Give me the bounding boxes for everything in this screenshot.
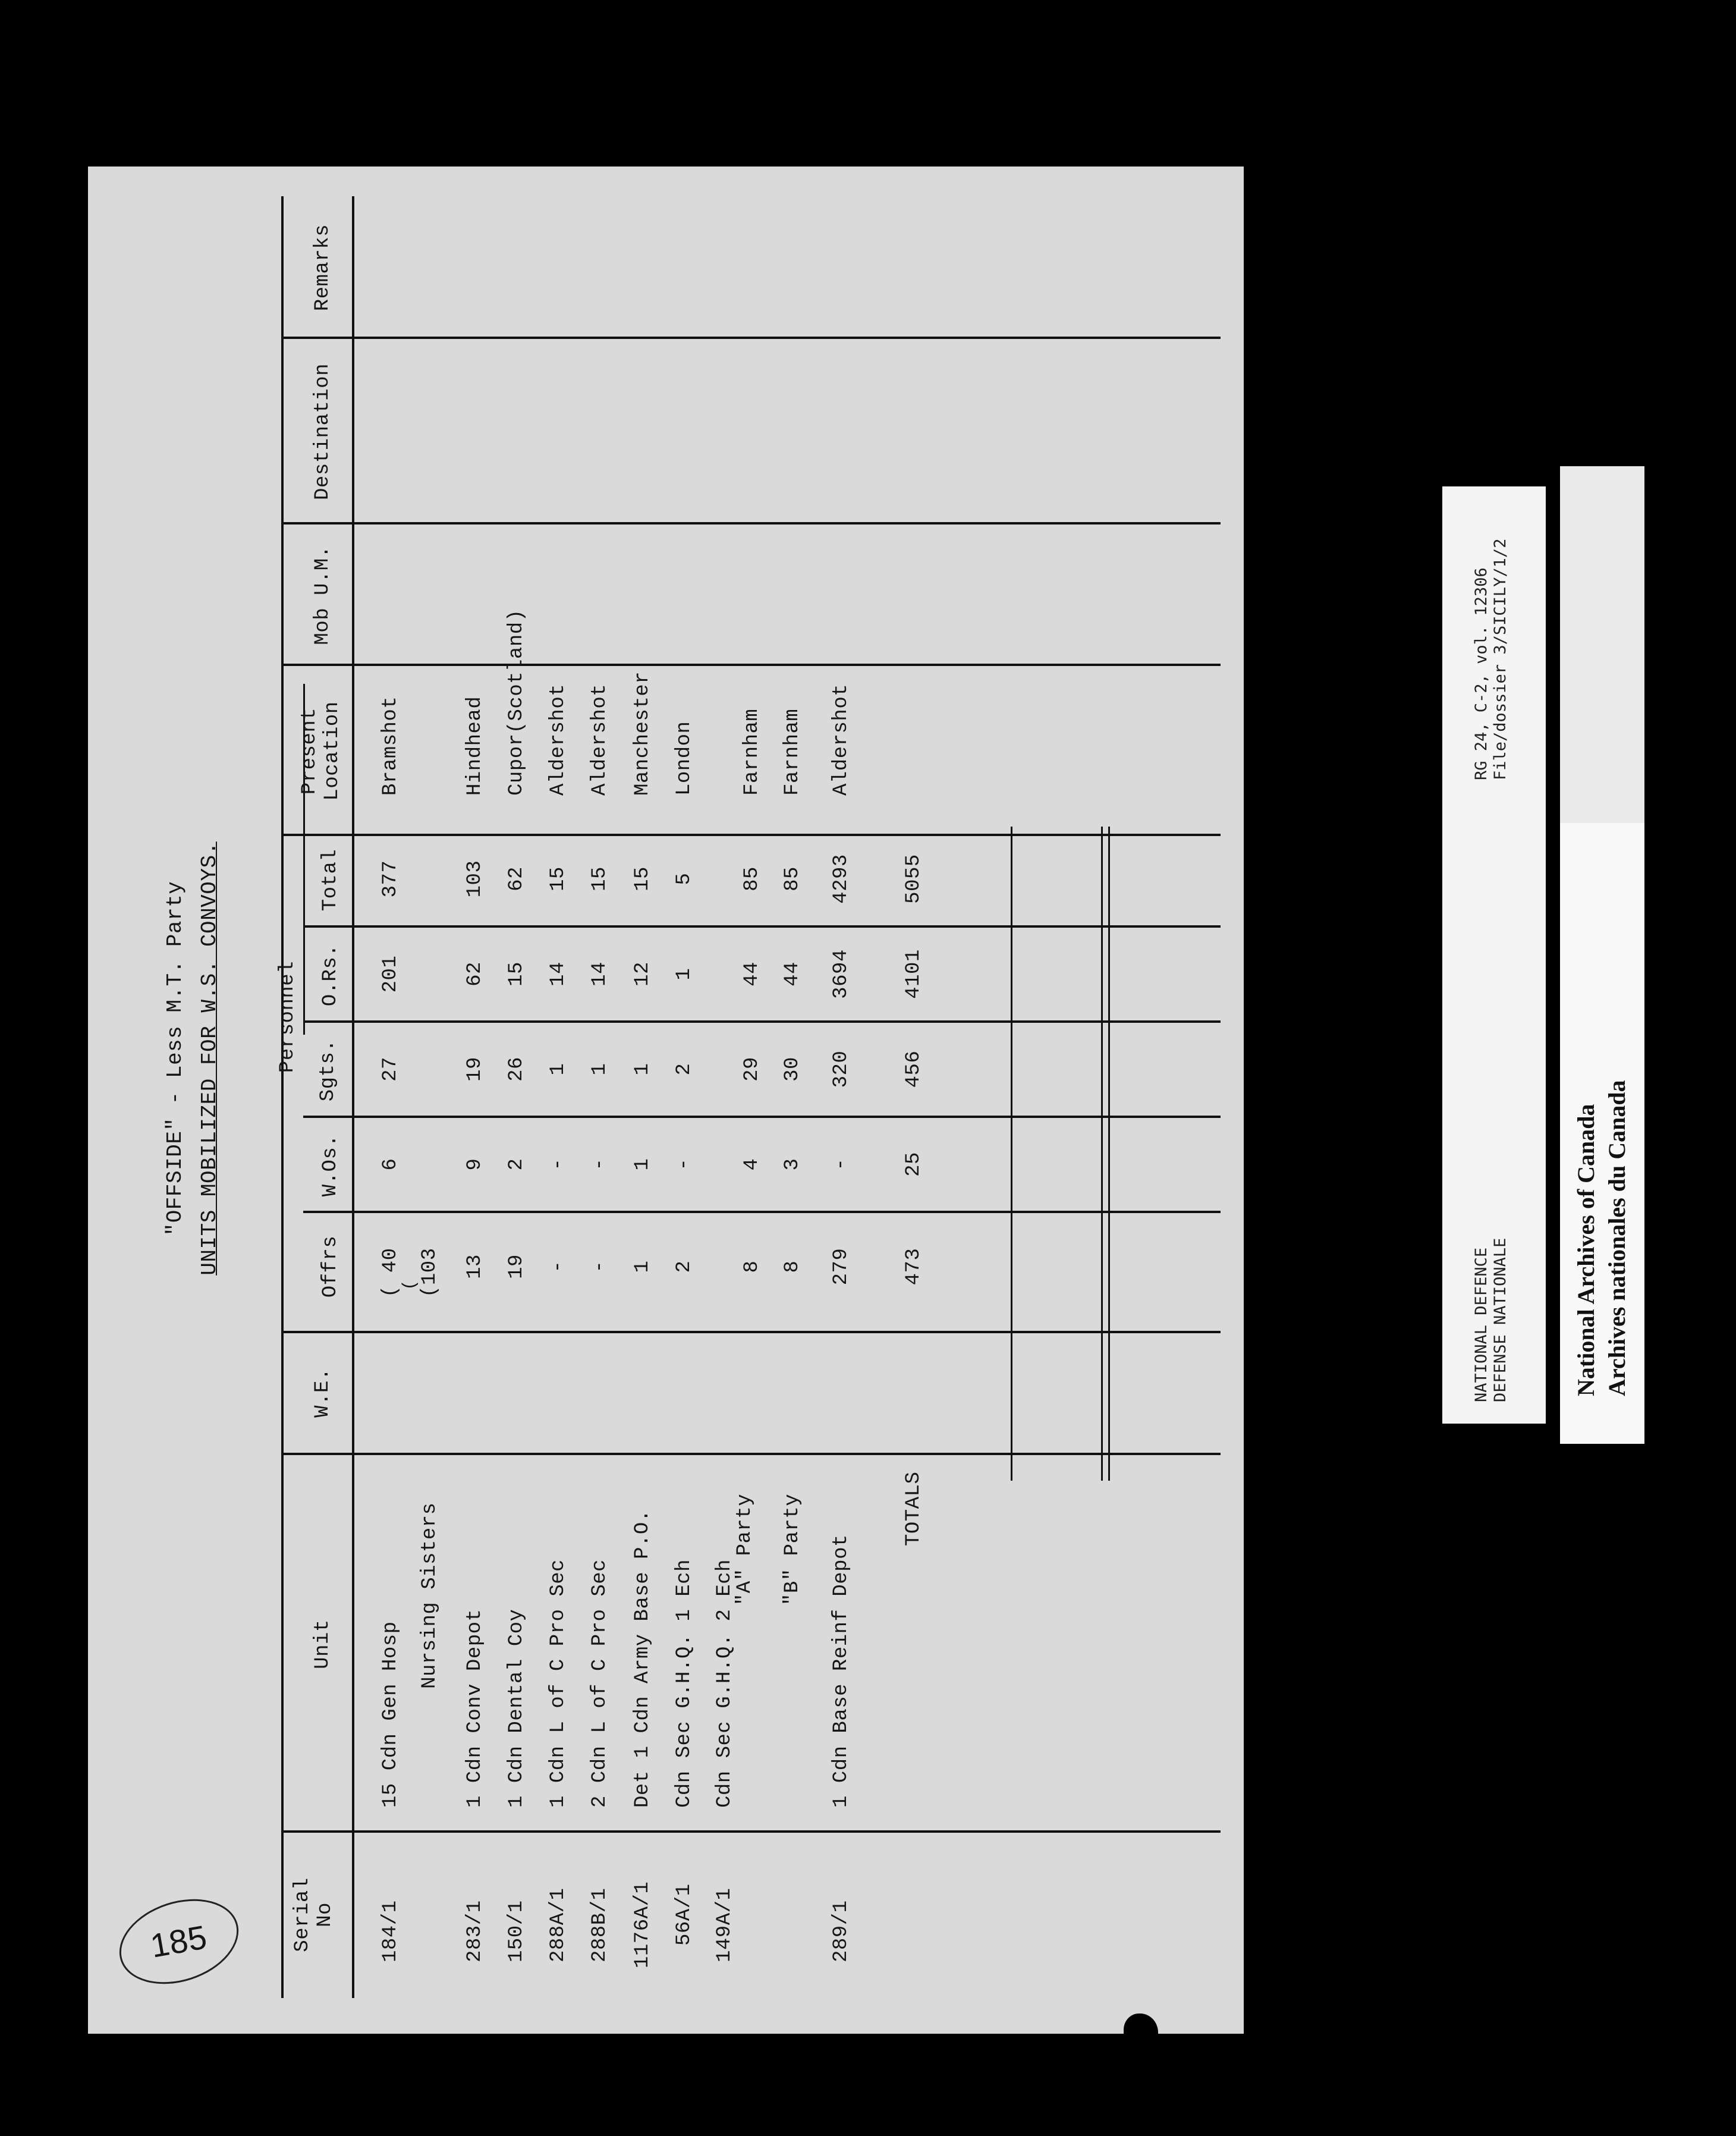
header-wos: W.Os.: [319, 1134, 342, 1197]
row-offrs: (103: [419, 1248, 441, 1298]
row-ors: 1: [673, 968, 696, 981]
row-ors: 62: [464, 962, 486, 987]
row-unit: 1 Cdn Base Reinf Depot: [830, 1534, 853, 1808]
row-location: London: [673, 721, 696, 796]
dept-en: NATIONAL DEFENCE: [1472, 1247, 1490, 1402]
row-sgts: 1: [547, 1063, 570, 1076]
document-subtitle: UNITS MOBILIZED FOR W.S. CONVOYS.: [197, 841, 222, 1276]
header-location-line1: Present: [298, 707, 321, 795]
row-offrs: 13: [464, 1254, 486, 1279]
header-serial-line1: Serial: [291, 1877, 314, 1952]
col-divider-offrs: [303, 1211, 1221, 1213]
row-ors: 44: [781, 962, 804, 987]
row-offrs: 19: [505, 1254, 528, 1279]
row-ors: 15: [505, 962, 528, 987]
header-location-line2: Location: [321, 701, 344, 801]
row-sgts: 320: [830, 1050, 853, 1088]
row-unit: "B" Party: [781, 1493, 804, 1606]
header-serial: [291, 1877, 336, 1952]
row-sgts: 30: [781, 1057, 804, 1082]
header-we: W.E.: [312, 1368, 334, 1418]
row-location: Manchester: [631, 671, 654, 796]
row-unit: "A" Party: [734, 1493, 756, 1606]
reference-label-content: [1442, 486, 1546, 1424]
row-serial: 184/1: [379, 1900, 402, 1962]
row-serial: 149A/1: [713, 1887, 736, 1962]
col-divider-wos: [303, 1116, 1221, 1118]
ref-line2: File/dossier 3/SICILY/1/2: [1491, 538, 1509, 780]
row-total: 85: [741, 866, 763, 891]
row-offrs: 8: [781, 1260, 804, 1273]
total-double-rule-2: [1108, 827, 1110, 1481]
ref-line1: RG 24, C-2, vol. 12306: [1472, 567, 1490, 780]
row-unit: Cdn Sec G.H.Q. 1 Ech: [673, 1559, 696, 1808]
row-sgts: 26: [505, 1057, 528, 1082]
row-serial: 288B/1: [589, 1887, 611, 1962]
row-unit: Det 1 Cdn Army Base P.O.: [631, 1509, 654, 1808]
col-divider-unit: [281, 1453, 1221, 1455]
archive-fr: Archives nationales du Canada: [1603, 1080, 1630, 1396]
row-offrs: -: [589, 1260, 611, 1273]
row-wos: 9: [464, 1158, 486, 1171]
row-location: Aldershot: [547, 683, 570, 796]
header-offrs: Offrs: [319, 1235, 342, 1298]
archive-en: National Archives of Canada: [1573, 1104, 1599, 1396]
col-divider-destination: [281, 337, 1221, 339]
row-offrs: 8: [741, 1260, 763, 1273]
header-sgts: Sgts.: [317, 1039, 339, 1102]
row-serial: 56A/1: [673, 1883, 696, 1946]
row-wos: 3: [781, 1158, 804, 1171]
row-total: 62: [505, 866, 528, 891]
row-sgts: 27: [379, 1057, 402, 1082]
row-serial: 150/1: [505, 1900, 528, 1962]
row-unit: 1 Cdn L of C Pro Sec: [547, 1559, 570, 1808]
row-wos: 2: [505, 1158, 528, 1171]
row-wos: -: [589, 1158, 611, 1171]
col-divider-we: [281, 1331, 1221, 1333]
row-unit: 15 Cdn Gen Hosp: [379, 1621, 402, 1808]
row-wos: -: [830, 1158, 853, 1171]
row-offrs: 1: [631, 1260, 654, 1273]
header-destination: Destination: [312, 363, 334, 500]
row-sgts: 19: [464, 1057, 486, 1082]
row-offrs: ( 40: [379, 1248, 402, 1298]
total-double-rule-1: [1101, 827, 1103, 1481]
row-location: Aldershot: [589, 683, 611, 796]
row-sgts: 2: [673, 1063, 696, 1076]
reference-label: [1442, 486, 1546, 1424]
row-ors: 12: [631, 962, 654, 987]
col-divider-serial: [281, 1830, 1221, 1833]
header-personnel: Personnel: [276, 960, 299, 1073]
row-unit: Cdn Sec G.H.Q. 2 Ech: [713, 1559, 736, 1808]
row-unit: 1 Cdn Conv Depot: [464, 1609, 486, 1808]
header-ors: O.Rs.: [319, 944, 342, 1007]
row-wos: -: [673, 1158, 696, 1171]
row-total: 5: [673, 872, 696, 885]
document-title: "OFFSIDE" - Less M.T. Party: [163, 881, 187, 1236]
dept-fr: DEFENSE NATIONALE: [1491, 1237, 1509, 1402]
row-offrs: 279: [830, 1248, 853, 1286]
row-unit: 1 Cdn Dental Coy: [505, 1609, 528, 1808]
totals-label: TOTALS: [902, 1471, 925, 1546]
header-mob: Mob U.M.: [312, 545, 334, 645]
row-wos: 1: [631, 1158, 654, 1171]
col-divider-mob: [281, 522, 1221, 524]
row-offrs: (: [400, 1279, 420, 1290]
row-sgts: 29: [741, 1057, 763, 1082]
page-number: 185: [147, 1918, 210, 1965]
col-divider-total: [281, 834, 1221, 836]
row-location: Farnham: [741, 708, 763, 796]
row-ors: 14: [547, 962, 570, 987]
row-unit: Nursing Sisters: [419, 1502, 441, 1689]
row-total: 15: [589, 866, 611, 891]
row-total: 15: [631, 866, 654, 891]
row-serial: 1176A/1: [631, 1881, 654, 1968]
subtotal-rule: [1011, 827, 1012, 1481]
header-unit: Unit: [312, 1619, 334, 1669]
row-location: Hindhead: [464, 696, 486, 796]
totals-ors: 4101: [902, 949, 925, 999]
header-serial-line2: No: [314, 1902, 336, 1927]
row-unit: 2 Cdn L of C Pro Sec: [589, 1559, 611, 1808]
col-divider-ors: [303, 925, 1221, 928]
row-wos: 4: [741, 1158, 763, 1171]
header-location: [298, 701, 344, 800]
row-ors: 3694: [830, 949, 853, 999]
row-location: Bramshot: [379, 696, 402, 796]
row-total: 15: [547, 866, 570, 891]
row-serial: 288A/1: [547, 1887, 570, 1962]
row-total: 85: [781, 866, 804, 891]
row-wos: 6: [379, 1158, 402, 1171]
row-location: Farnham: [781, 708, 804, 796]
totals-sgts: 456: [902, 1050, 925, 1088]
archive-label: [1560, 466, 1644, 1444]
header-total: Total: [319, 849, 342, 912]
row-location: Cupor(Scotland): [505, 609, 528, 796]
row-ors: 201: [379, 955, 402, 993]
col-divider-sgts: [303, 1020, 1221, 1023]
table-header-line: [352, 196, 354, 1998]
row-wos: -: [547, 1158, 570, 1171]
archive-label-content: [1560, 466, 1644, 1444]
row-ors: 44: [741, 962, 763, 987]
document-content: [88, 167, 1244, 2034]
row-sgts: 1: [589, 1063, 611, 1076]
row-total: 4293: [830, 854, 853, 904]
document-sheet: [88, 167, 1244, 2034]
row-serial: 289/1: [830, 1900, 853, 1962]
row-offrs: 2: [673, 1260, 696, 1273]
row-ors: 14: [589, 962, 611, 987]
totals-total: 5055: [902, 854, 925, 904]
row-total: 377: [379, 860, 402, 898]
table-top-line: [281, 196, 284, 1998]
totals-wos: 25: [902, 1152, 925, 1177]
row-total: 103: [464, 860, 486, 898]
row-sgts: 1: [631, 1063, 654, 1076]
totals-offrs: 473: [902, 1248, 925, 1286]
row-location: Aldershot: [830, 683, 853, 796]
col-divider-location: [281, 664, 1221, 666]
header-remarks: Remarks: [312, 224, 334, 312]
row-offrs: -: [547, 1260, 570, 1273]
row-serial: 283/1: [464, 1900, 486, 1962]
